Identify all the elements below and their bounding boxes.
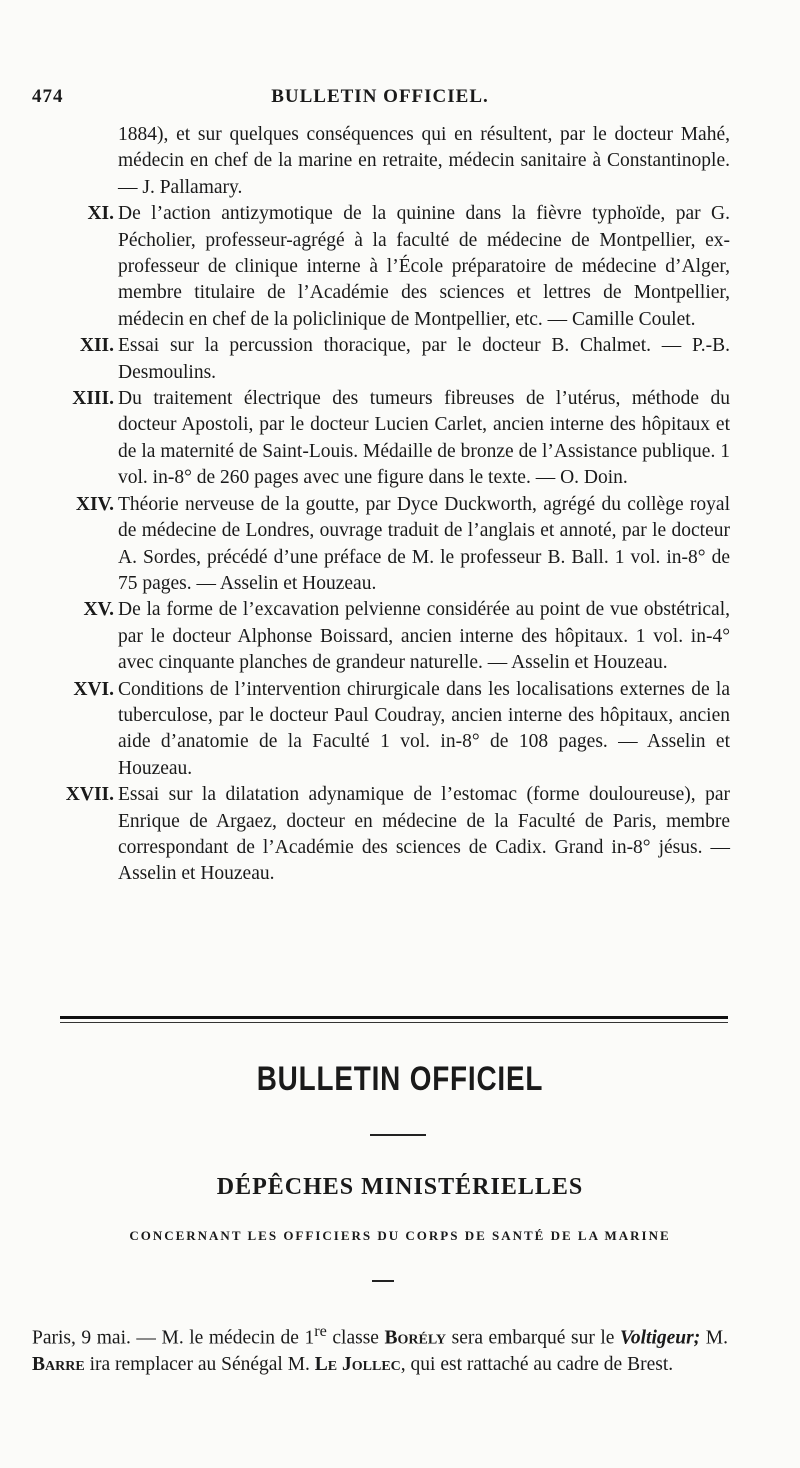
section-subtitle: DÉPÊCHES MINISTÉRIELLES [216,1174,584,1200]
entry-text: Essai sur la dilatation adynamique de l’estomac (forme douloureuse), par Enrique de Argaez, docteur en médecine de la Faculté de Paris, membre correspondant de l’Académie des sciences de Cadix. Grand in-8° jésus. — Asselin et Houzeau. [118,784,730,885]
entry-text: Essai sur la percussion thoracique, par le docteur B. Chalmet. — P.-B. Desmoulins. [118,335,730,383]
subtitle-rule [372,1280,394,1282]
dispatch-paragraph [32,1318,728,1378]
dispatch-text: M. [700,1327,728,1349]
section-divider-thin [60,1022,728,1023]
entry-number: XVII. [65,784,114,806]
entry-number: XI. [87,203,114,225]
bibliography-entry [60,333,730,386]
entry-text: Conditions de l’intervention chirurgicale dans les localisations externes de la tuberculose, par le docteur Paul Coudray, ancien interne des hôpitaux, ancien aide d’anatomie de la Faculté 1 vol. in-8° de 108 pages. — Asselin et Houzeau. [118,678,730,779]
page-number: 474 [32,86,64,107]
entry-number: XVI. [73,678,114,700]
ship-name: Voltigeur; [620,1327,701,1349]
entry-text: De l’action antizymotique de la quinine dans la fièvre typhoïde, par G. Pécholier, professeur-agrégé à la faculté de médecine de Montpellier, ex-professeur de clinique interne à l’École préparatoire de médecine d’Alger, membre titulaire de l’Académie des sciences et lettres de Montpellier, médecin en chef de la policlinique de Montpellier, etc. — Camille Coulet. [118,203,730,330]
page-header [32,86,728,110]
section-title: BULLETIN OFFICIEL [256,1060,544,1098]
officer-name: Le Jollec [314,1353,401,1375]
entry-text: De la forme de l’excavation pelvienne considérée au point de vue obstétrical, par le docteur Alphonse Boissard, ancien interne des hôpitaux. 1 vol. in-4° avec cinquante planches de grandeur naturelle. — Asselin et Houzeau. [118,599,730,674]
dispatch-text: classe [326,1327,385,1349]
ordinal-superscript: re [314,1322,327,1340]
officer-name: Borély [384,1327,447,1349]
dispatch-text: , qui est rattaché au cadre de Brest. [400,1353,674,1375]
entry-continuation [60,122,730,201]
dispatch-text: Paris, 9 mai. — M. le médecin de 1 [32,1327,315,1349]
bibliography-entry [60,677,730,783]
entry-number: XII. [79,335,114,357]
bibliography-entry [60,782,730,888]
entry-number: XV. [83,599,114,621]
dispatch-text: ira remplacer au Sénégal M. [84,1353,315,1375]
entry-text: Théorie nerveuse de la goutte, par Dyce Duckworth, agrégé du collège royal de médecine de Londres, ouvrage traduit de l’anglais et annoté, par le docteur A. Sordes, précédé d’une préface de M. le professeur B. Ball. 1 vol. in-8° de 75 pages. — Asselin et Houzeau. [118,493,730,594]
bibliography-entry [60,492,730,598]
bibliography-entry [60,201,730,333]
entry-text: Du traitement électrique des tumeurs fibreuses de l’utérus, méthode du docteur Apostoli, par le docteur Lucien Carlet, ancien interne des hôpitaux et de la maternité de Saint-Louis. Médaille de bronze de l’Assistance publique. 1 vol. in-8° de 260 pages avec une figure dans le texte. — O. Doin. [118,388,730,489]
officer-name: Barre [32,1353,85,1375]
title-rule [370,1134,426,1136]
bibliography-list [60,122,730,888]
section-subsubtitle: CONCERNANT LES OFFICIERS DU CORPS DE SANTÉ DE LA MARINE [129,1228,671,1243]
running-title: BULLETIN OFFICIEL. [271,86,489,107]
entry-number: XIV. [75,493,114,515]
entry-number: XIII. [72,388,114,410]
bibliography-entry [60,597,730,676]
dispatch-text: sera embarqué sur le [446,1327,621,1349]
bibliography-entry [60,386,730,492]
section-divider-thick [60,1016,728,1019]
entry-text: 1884), et sur quelques conséquences qui en résultent, par le docteur Mahé, médecin en chef de la marine en retraite, médecin sanitaire à Constantinople. — J. Pallamary. [118,124,730,198]
